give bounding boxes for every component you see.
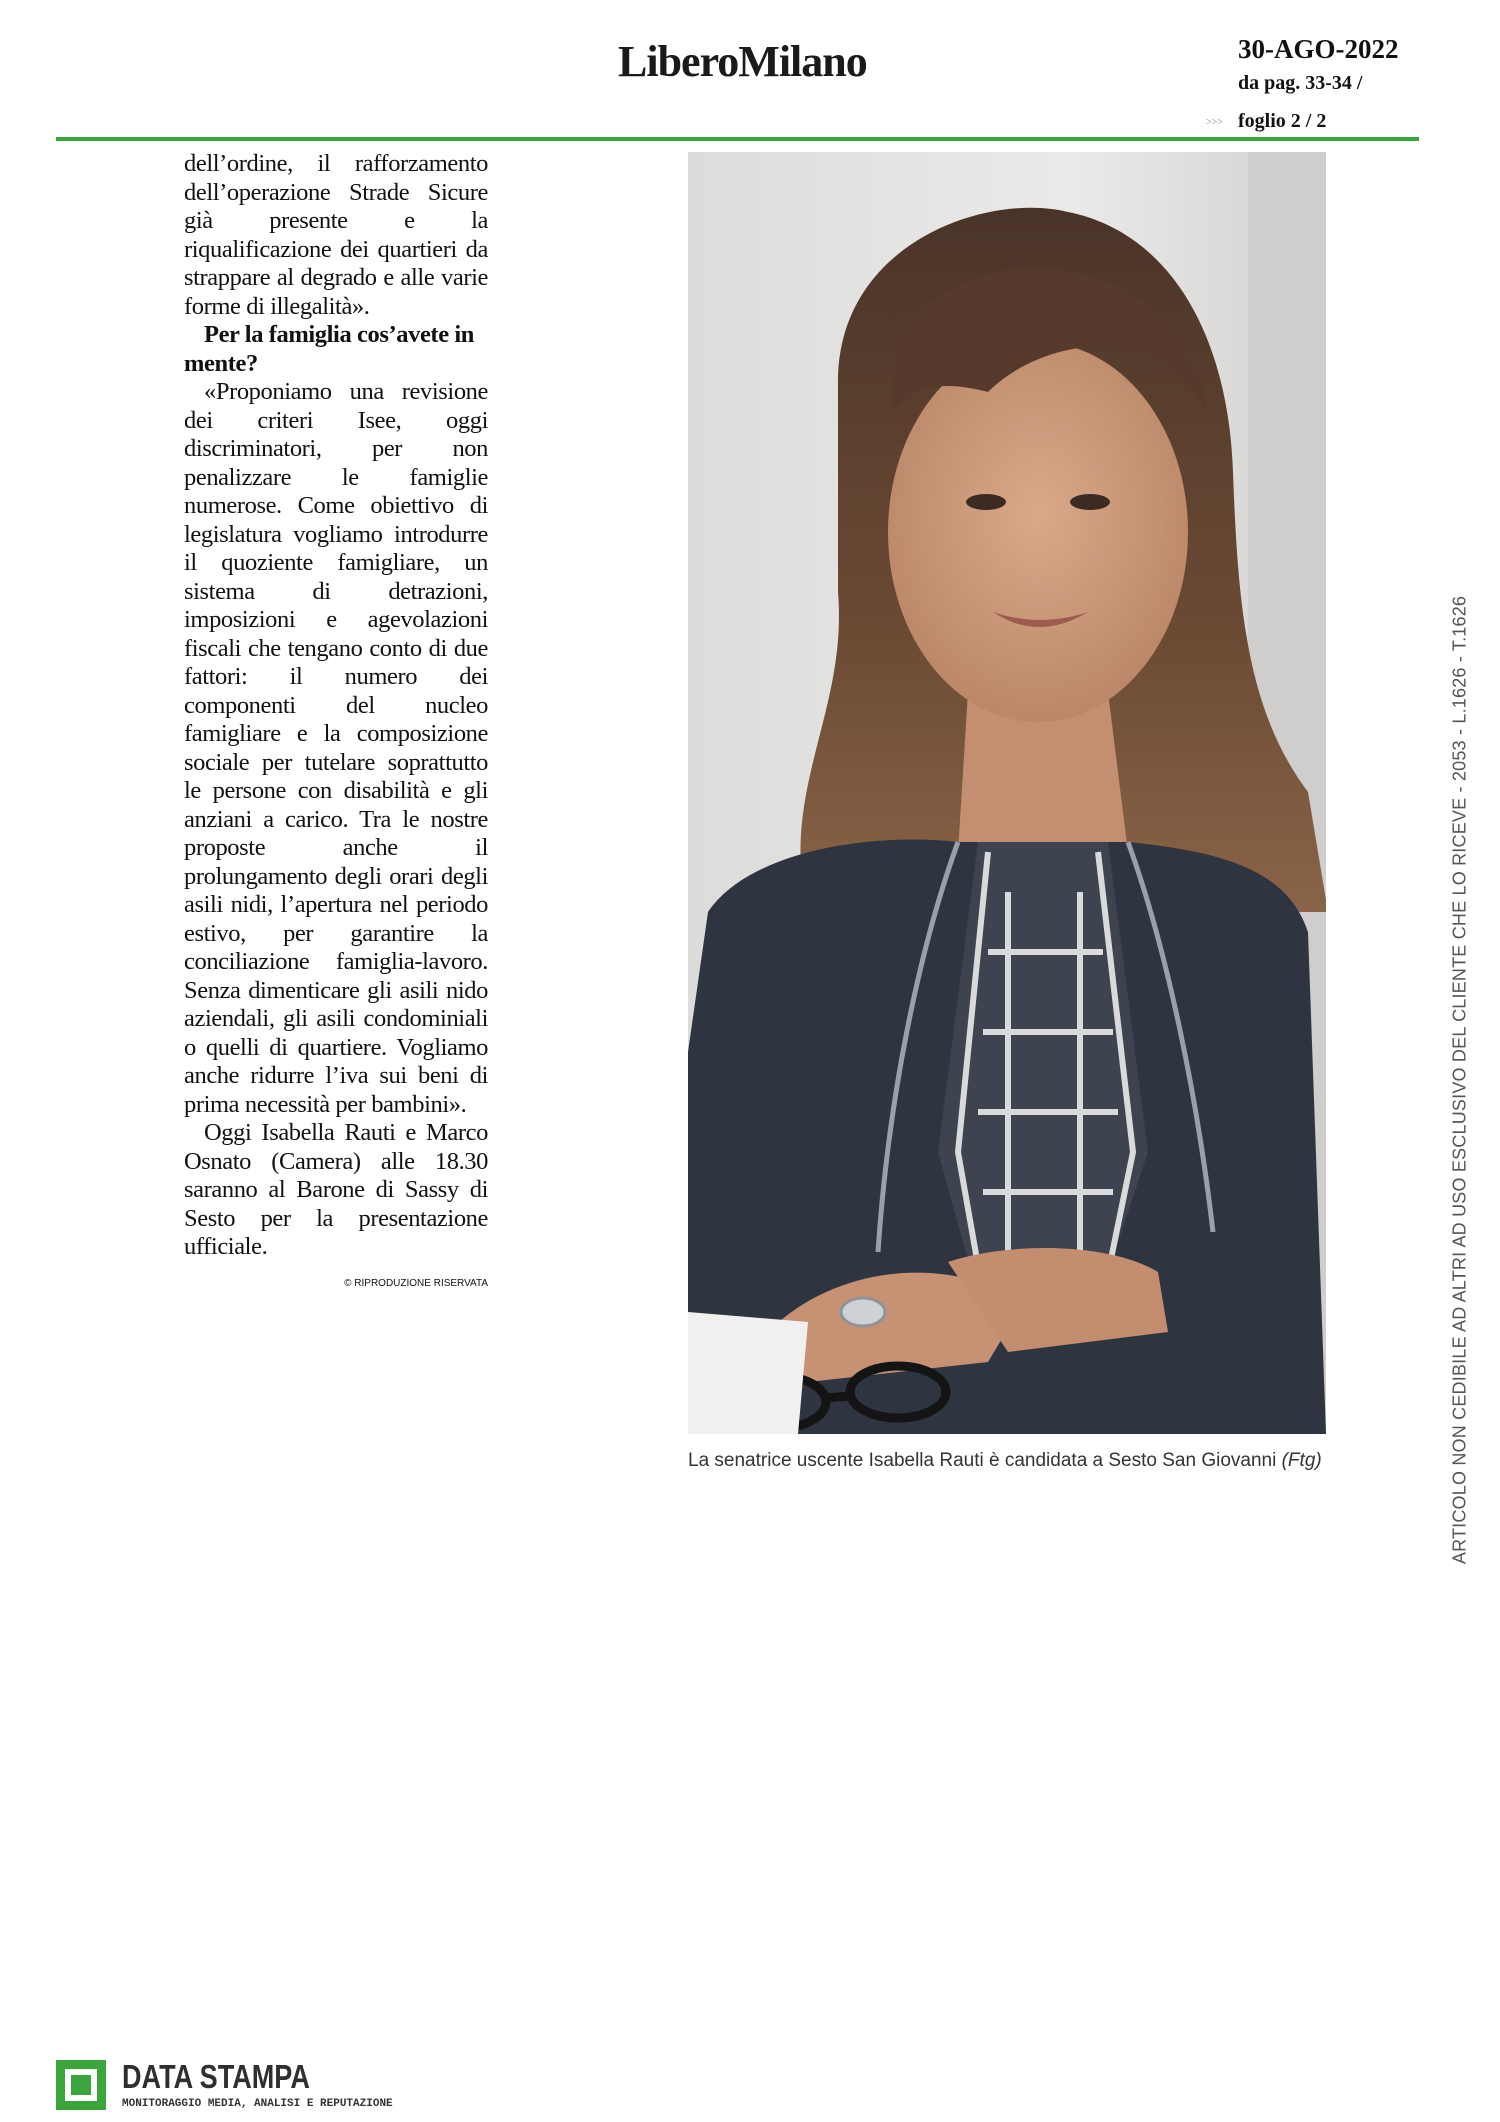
sheet-marker: >>> [1206,117,1223,128]
page-range: da pag. 33-34 / [1238,72,1363,94]
data-stampa-logo-icon [56,2060,106,2110]
article-paragraph: dell’ordine, il rafforzamento dell’operazione Strade Sicure già presente e la riqualificazione dei quartieri da strappare al degrado e alle varie forme di illegalità». [184,150,488,320]
photo-credit: (Ftg) [1281,1450,1322,1471]
photo-caption [688,1450,1328,1472]
publication-date: 30-AGO-2022 [1238,34,1399,64]
footer-brand: DATA STAMPA [122,2058,310,2095]
publication-masthead: LiberoMilano [618,37,867,86]
interview-question: Per la famiglia cos’avete in mente? [184,321,475,377]
article-paragraph: Oggi Isabella Rauti e Marco Osnato (Camera) alle 18.30 saranno al Barone di Sassy di Sesto per la presentazione ufficiale. [184,1119,488,1260]
article-paragraph: «Proponiamo una revisione dei criteri Isee, oggi discriminatori, per non penalizzare le famiglie numerose. Come obiettivo di legislatura vogliamo introdurre il quoziente famigliare, un sistema di detrazioni, imposizioni e agevolazioni fiscali che tengano conto di due fattori: il numero dei componenti del nucleo famigliare e la composizione sociale per tutelare soprattutto le persone con disabilità e gli anziani a carico. Tra le nostre proposte anche il prolungamento degli orari degli asili nidi, l’apertura nel periodo estivo, per garantire la conciliazione famiglia-lavoro. Senza dimenticare gli asili nido aziendali, gli asili condominiali o quelli di quartiere. Vogliamo anche ridurre l’iva sui beni di prima necessità per bambini». [184,378,488,1118]
footer-tagline: MONITORAGGIO MEDIA, ANALISI E REPUTAZIONE [122,2098,393,2110]
article-column [184,150,488,1290]
header-rule [56,137,1419,141]
portrait-illustration [688,152,1326,1434]
copyright-notice: © RIPRODUZIONE RISERVATA [344,1277,488,1289]
usage-notice: ARTICOLO NON CEDIBILE AD ALTRI AD USO ESCLUSIVO DEL CLIENTE CHE LO RICEVE - 2053 - L.1626 - T.1626 [1449,595,1470,1565]
portrait-photo [688,152,1326,1434]
caption-text: La senatrice uscente Isabella Rauti è candidata a Sesto San Giovanni [688,1450,1277,1471]
sheet-number: foglio 2 / 2 [1238,110,1327,132]
